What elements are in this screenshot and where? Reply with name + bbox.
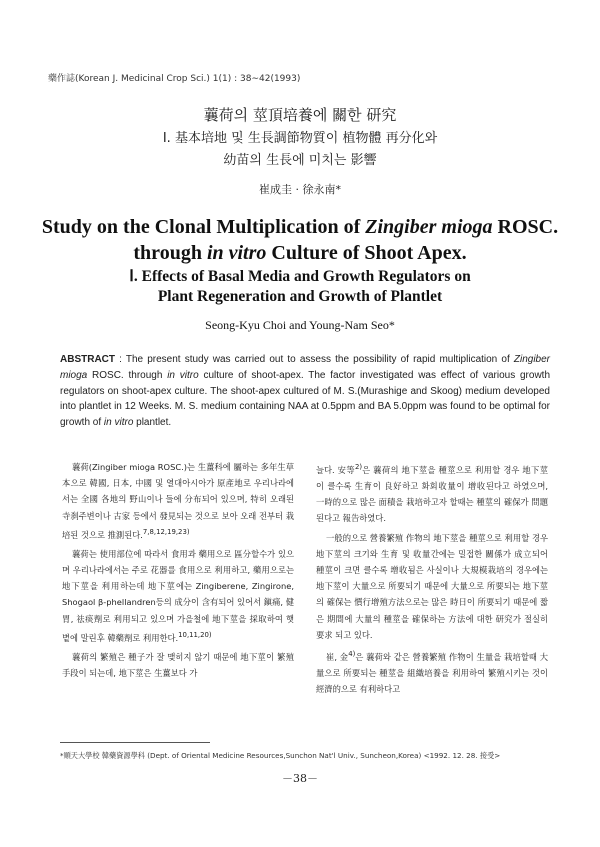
korean-title-line2: Ⅰ. 基本培地 및 生長調節物質이 植物體 再分化와 [162, 131, 438, 146]
abstract-italic-2: in vitro [167, 369, 199, 381]
english-authors: Seong-Kyu Choi and Young-Nam Seo* [205, 318, 395, 332]
english-title-line4: Plant Regeneration and Growth of Plantlet [157, 288, 443, 305]
korean-authors: 崔成圭 · 徐永南* [259, 183, 341, 196]
english-title-line1 [0, 216, 600, 239]
english-title-species: Zingiber mioga [365, 216, 493, 238]
reference-marks: 4) [348, 650, 356, 658]
abstract-label: ABSTRACT [60, 354, 115, 365]
reference-marks: 7,8,12,19,23) [142, 527, 190, 536]
body-paragraph [316, 530, 548, 643]
reference-marks: 10,11,20) [178, 630, 212, 639]
abstract-italic-1: Zingiber mioga [60, 354, 550, 381]
english-title-line2-b: Culture of Shoot Apex. [266, 242, 467, 264]
abstract-italic-3: in vitro [103, 417, 134, 429]
english-title-in-vitro: in vitro [206, 242, 267, 264]
footnote: *順天大學校 韓藥資源學科 (Dept. of Oriental Medicine Resources,Sunchon Nat'l Univ., Suncheon,Korea) <1992. 12. 28. 接受> [60, 751, 501, 760]
body-paragraph [62, 546, 294, 646]
journal-reference: 藥作誌(Korean J. Medicinal Crop Sci.) 1(1) : 38∼42(1993) [48, 74, 301, 84]
body-paragraph [62, 649, 294, 681]
korean-title-line3: 幼苗의 生長에 미치는 影響 [223, 153, 377, 168]
body-paragraph [62, 459, 294, 543]
page-number: －38－ [282, 772, 318, 785]
body-left-column [62, 459, 294, 681]
paragraph-text: 蘘荷의 繁殖은 種子가 잘 맺히지 않기 때문에 地下莖이 繁殖手段이 되는데, 地下莖은 生薑보다 가 [62, 651, 294, 678]
body-paragraph [316, 646, 548, 697]
paragraph-text: 은 蘘荷와 같은 營養繁殖 作物이 生量을 栽培할때 大量으로 所要되는 種莖을 組織培養을 利用하여 繁殖시키는 것이 經濟的으로 有利하다고 [316, 651, 548, 695]
abstract-text-2: ROSC. through [87, 369, 168, 381]
english-title-line2-a: through [133, 242, 207, 264]
abstract-text-1: : The present study was carried out to assess the possibility of rapid multiplication of [115, 354, 514, 365]
abstract-text-4: plantlet. [133, 417, 172, 429]
paragraph-text: 蘘荷(Zingiber mioga ROSC.)는 生薑科에 屬하는 多年生草本으로 韓國, 日本, 中國 및 열대아시아가 原產地로 우리나라에서는 全國 各地의 野山이나 들에 分布되어 있으며, 特히 오래된 寺刹주변이나 古家 등에서 發見되는 것으로 보아 오래 전부터 栽培된 것으로 推測된다. [62, 462, 294, 540]
paragraph-text: 崔, 金 [326, 651, 349, 662]
paragraph-text: 늘다. 安等 [316, 464, 356, 475]
paragraph-text: 一般的으로 營養繁殖 作物의 地下莖을 種莖으로 利用할 경우 地下莖의 크기와 生育 및 收量간에는 밀접한 關係가 成立되어 種莖이 크면 클수록 增收됨은 사실이나 大規模栽培의 경우에는 地下莖이 大量으로 所要되기 때문에 大量으로 所要되는 地下莖의 確保는 慣行增殖方法으로는 많은 時日이 所要되기 때문에 짧은 期間에 大量의 種莖을 確保하는 方法에 대한 研究가 절실히 要求 되고 있다. [316, 532, 548, 640]
korean-title-line1: 蘘荷의 莖頂培養에 關한 研究 [203, 106, 397, 124]
abstract [60, 352, 550, 431]
english-title-line3: Ⅰ. Effects of Basal Media and Growth Regulators on [129, 268, 471, 285]
body-paragraph [316, 459, 548, 527]
english-title-line1-a: Study on the Clonal Multiplication of [41, 216, 366, 238]
paragraph-text: 蘘荷는 使用部位에 따라서 食用과 藥用으로 區分할수가 있으며 우리나라에서는 주로 花器를 食用으로 利用하고, 藥用으로는 地下莖을 利用하는데 地下莖에는 Zingiberene, Zingirone, Shogaol β-phellandren등의 成分이 含有되어 있어서 鎭痛, 健胃, 祛痰劑로 利用되고 있으며 가을철에 地下莖을 採取하여 햇볕에 말린후 韓藥劑로 利用한다. [62, 548, 294, 643]
footnote-divider [60, 742, 210, 743]
paragraph-text: 은 蘘荷의 地下莖을 種莖으로 利用할 경우 地下莖이 클수록 生育이 良好하고 화회收量이 增收된다고 하였으며, 一時的으로 많은 面積을 栽培하고자 할때는 種莖의 確保가 問題 된다고 報告하였다. [316, 464, 548, 524]
english-title-line1-b: ROSC. [492, 216, 559, 238]
reference-marks: 2) [355, 463, 363, 471]
abstract-text-3: culture of shoot-apex. The factor investigated was effect of various growth regulators on shoot-apex culture. The shoot-apex cultured of M. S.(Murashige and Skoog) medium developed into plantlet in 12 Weeks. M. S. medium containing NAA at 0.5ppm and BA 5.0ppm was found to be optimal for growth of [60, 369, 551, 429]
body-right-column [316, 459, 548, 697]
english-title-line2 [0, 242, 600, 265]
